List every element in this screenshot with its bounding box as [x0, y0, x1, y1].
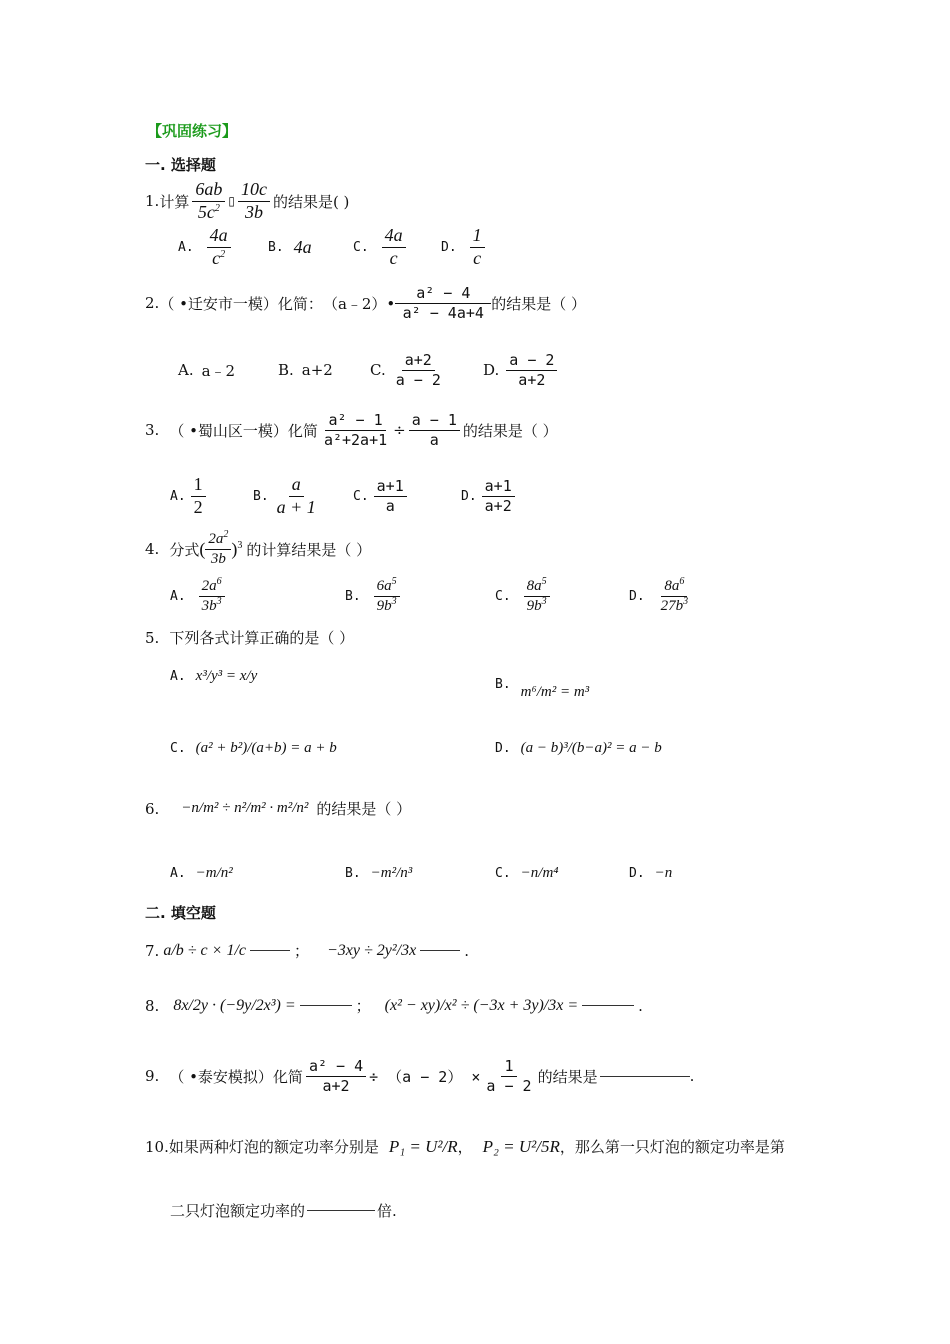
question-3	[145, 412, 558, 448]
question-number: 9.	[145, 1067, 160, 1085]
formula-p1: P₁ = U²/R	[388, 1136, 458, 1156]
option-d[interactable]	[461, 478, 518, 514]
question-7	[145, 940, 469, 961]
question-4	[145, 531, 371, 567]
numerator: a+2	[402, 352, 435, 371]
option-c[interactable]	[353, 226, 441, 269]
fraction	[409, 412, 460, 448]
numerator: a − 2	[506, 352, 557, 371]
question-text-continued: ，那么第一只灯泡的额定功率是第	[559, 1138, 785, 1156]
option-expression: m⁶/m² = m³	[520, 684, 590, 700]
option-expression: (a² + b²)/(a+b) = a + b	[195, 740, 337, 756]
option-d[interactable]	[483, 352, 560, 388]
option-label: C.	[495, 866, 511, 881]
question-suffix: 的结果是（ ）	[462, 421, 558, 440]
option-b[interactable]	[345, 578, 495, 614]
numerator: a	[289, 475, 304, 497]
question-number: 3.	[145, 421, 160, 439]
num-base: 6a	[376, 578, 392, 594]
operator-placeholder-icon: ▯	[228, 194, 235, 209]
option-c[interactable]	[495, 578, 629, 614]
option-a[interactable]	[170, 475, 253, 518]
numerator	[199, 578, 225, 597]
question-number: 10.	[145, 1137, 169, 1156]
fraction	[470, 226, 485, 269]
fraction	[274, 475, 319, 518]
numerator: a+1	[374, 478, 407, 497]
option-expression: x³/y³ = x/y	[195, 668, 258, 684]
q6-options	[170, 865, 672, 882]
question-suffix: 倍.	[377, 1202, 397, 1220]
option-d[interactable]	[629, 578, 694, 614]
question-text: 二只灯泡额定功率的	[170, 1202, 306, 1220]
question-number: 1.	[145, 192, 160, 211]
option-a[interactable]	[170, 668, 257, 685]
numerator: a+1	[482, 478, 515, 497]
denominator: a − 2	[395, 370, 441, 389]
exponent: 5	[391, 576, 397, 587]
numerator: a² − 4	[395, 285, 491, 304]
expression-1: a/b ÷ c × 1/c	[163, 941, 246, 959]
separator: ；	[293, 942, 309, 960]
denominator: c	[473, 247, 482, 268]
exponent: 2	[220, 248, 226, 260]
denominator	[195, 202, 223, 223]
divide-operator: ÷	[393, 421, 406, 439]
option-label: A.	[170, 866, 186, 881]
fraction	[382, 226, 406, 269]
option-label: D.	[495, 741, 511, 756]
formula-p2: P₂ = U²/5R	[482, 1136, 560, 1156]
answer-blank-1[interactable]	[300, 1005, 352, 1006]
option-a[interactable]	[170, 578, 345, 614]
denominator: a	[385, 496, 395, 515]
denominator	[209, 248, 228, 269]
denominator	[374, 597, 400, 615]
paren-close: )$^3$	[231, 538, 243, 559]
question-text: 计算	[159, 192, 190, 211]
question-number: 8.	[145, 996, 160, 1015]
denominator: a	[429, 430, 439, 449]
den-base: 27b	[660, 597, 684, 614]
exponent: 6	[216, 576, 222, 587]
separator: ；	[355, 997, 371, 1015]
denominator	[524, 597, 550, 615]
exponent: 3	[391, 595, 397, 607]
question-9	[145, 1058, 694, 1094]
option-b[interactable]	[253, 475, 353, 518]
numerator: 4a	[207, 226, 231, 248]
answer-blank[interactable]	[307, 1210, 375, 1211]
option-b[interactable]	[278, 361, 370, 379]
question-10	[145, 1136, 785, 1157]
question-suffix: 的结果是（ ）	[491, 294, 587, 313]
denominator: 2	[193, 496, 203, 517]
fraction	[374, 578, 400, 614]
option-label: B.	[495, 677, 511, 692]
denominator: a+2	[322, 1076, 350, 1095]
numerator	[661, 578, 687, 597]
option-expression: −m/n²	[195, 865, 233, 881]
middle-expression: ÷ （a − 2） ×	[369, 1067, 481, 1086]
paren-open: (	[199, 538, 206, 559]
question-text: 分式	[169, 540, 200, 559]
den-base: 9b	[376, 597, 392, 614]
option-d[interactable]	[495, 740, 662, 757]
option-label: D.	[441, 239, 457, 255]
option-label: B.	[345, 588, 361, 604]
section-fill-heading: 二. 填空题	[145, 904, 216, 922]
period: .	[638, 996, 643, 1015]
numerator: 1	[470, 226, 485, 248]
option-value: a+2	[301, 361, 333, 379]
fraction	[398, 285, 488, 321]
q4-options	[170, 578, 694, 614]
question-text: 下列各式计算正确的是（ ）	[169, 629, 355, 647]
question-expression: （a﹣2）•	[322, 294, 396, 313]
q2-options	[178, 352, 560, 388]
denominator	[658, 597, 692, 615]
question-expression: −n/m² ÷ n²/m² · m²/n²	[181, 800, 309, 816]
question-suffix: 的结果是（ ）	[316, 800, 412, 818]
option-label: A.	[170, 488, 186, 504]
denominator: a+2	[484, 496, 512, 515]
denominator: c	[389, 247, 398, 268]
question-6	[145, 798, 411, 819]
option-a[interactable]	[178, 360, 278, 381]
numerator: 1	[501, 1058, 516, 1077]
option-b[interactable]	[268, 237, 353, 258]
fraction	[524, 578, 550, 614]
option-expression: −n/m⁴	[520, 865, 559, 881]
exponent: 5	[541, 576, 547, 587]
option-b[interactable]	[495, 668, 589, 701]
expression-2: (x² − xy)/x² ÷ (−3x + 3y)/3x =	[384, 996, 579, 1014]
exponent: 2	[214, 202, 220, 214]
num-base: 2a	[201, 578, 217, 594]
denominator: 3b	[244, 201, 263, 222]
option-a[interactable]	[178, 226, 268, 269]
option-c[interactable]	[370, 352, 483, 388]
question-suffix: 的计算结果是（ ）	[246, 540, 372, 559]
numerator: a² − 4	[306, 1058, 366, 1077]
numerator: 10c	[238, 180, 270, 202]
question-suffix: 的结果是( )	[272, 192, 350, 211]
option-value: a﹣2	[201, 361, 236, 380]
fraction	[238, 180, 270, 223]
question-number: 5.	[145, 629, 160, 647]
fraction	[482, 478, 515, 514]
expression-2: −3xy ÷ 2y²/3x	[327, 941, 417, 959]
answer-blank-2[interactable]	[420, 950, 460, 951]
den-base: 9b	[526, 597, 542, 614]
option-label: C.	[370, 361, 386, 379]
denominator: a − 2	[486, 1076, 532, 1095]
question-8	[145, 995, 643, 1016]
numerator	[374, 578, 400, 597]
separator: ，	[457, 1138, 473, 1156]
option-d[interactable]	[629, 865, 672, 882]
num-base: 8a	[526, 578, 542, 594]
denominator: a²+2a+1	[323, 430, 388, 449]
exercise-title: 【巩固练习】	[147, 122, 238, 140]
option-label: A.	[178, 361, 194, 379]
question-5	[145, 627, 354, 648]
denominator: a + 1	[276, 496, 316, 517]
den-base: c	[212, 247, 221, 268]
fraction	[205, 531, 231, 567]
exponent: 2	[223, 529, 229, 540]
option-expression: −n	[654, 865, 673, 881]
option-label: D.	[483, 361, 500, 379]
answer-blank-1[interactable]	[250, 950, 290, 951]
option-a[interactable]	[170, 865, 345, 882]
fraction	[483, 1058, 534, 1094]
option-label: A.	[170, 588, 186, 604]
den-base: 3b	[201, 597, 217, 614]
question-2	[145, 285, 586, 321]
fraction	[191, 475, 206, 518]
period: .	[464, 941, 470, 960]
option-value: 4a	[293, 236, 312, 257]
exponent: 3	[683, 595, 689, 607]
question-source: （ •泰安模拟）化简	[169, 1067, 303, 1086]
fraction	[321, 412, 390, 448]
option-label: C.	[353, 488, 369, 504]
exponent: 3	[237, 539, 243, 551]
exponent: 3	[541, 595, 547, 607]
den-base: 5c	[197, 201, 215, 222]
numerator: a − 1	[409, 412, 460, 431]
fraction	[207, 226, 231, 269]
fraction	[374, 478, 407, 514]
option-c[interactable]	[495, 865, 629, 882]
option-label: D.	[629, 588, 645, 604]
section-choice-heading: 一. 选择题	[145, 156, 216, 174]
numerator: 1	[191, 475, 206, 497]
q1-options	[178, 226, 488, 269]
answer-blank[interactable]	[600, 1076, 690, 1077]
numerator: 6ab	[192, 180, 225, 202]
option-label: A.	[170, 669, 186, 684]
option-label: D.	[629, 866, 645, 881]
option-label: D.	[461, 488, 477, 504]
option-label: A.	[178, 239, 194, 255]
exponent: 6	[679, 576, 685, 587]
fraction	[658, 578, 692, 614]
option-label: C.	[495, 588, 511, 604]
question-source: （ •迁安市一模）化简：	[159, 294, 323, 313]
fraction	[506, 352, 557, 388]
question-number: 7.	[145, 941, 160, 960]
option-c[interactable]	[170, 740, 337, 757]
q3-options	[170, 475, 518, 518]
option-expression: −m²/n³	[370, 865, 413, 881]
answer-blank-2[interactable]	[582, 1005, 634, 1006]
option-b[interactable]	[345, 865, 495, 882]
fraction	[393, 352, 444, 388]
fraction	[192, 180, 225, 223]
num-base: 8a	[664, 578, 680, 594]
question-suffix: 的结果是	[537, 1067, 598, 1086]
denominator: a² − 4a+4	[402, 303, 484, 322]
question-number: 2.	[145, 294, 160, 312]
fraction	[199, 578, 225, 614]
option-c[interactable]	[353, 478, 461, 514]
option-label: B.	[278, 361, 294, 379]
denominator	[199, 597, 225, 615]
option-label: C.	[353, 239, 369, 255]
question-1	[145, 180, 349, 223]
option-label: B.	[253, 488, 269, 504]
option-label: B.	[345, 866, 361, 881]
numerator: 4a	[382, 226, 406, 248]
fraction	[306, 1058, 366, 1094]
question-number: 4.	[145, 540, 160, 558]
question-text: 如果两种灯泡的额定功率分别是	[168, 1138, 379, 1156]
option-d[interactable]	[441, 226, 488, 269]
option-label: B.	[268, 239, 284, 255]
numerator: a² − 1	[325, 412, 385, 431]
question-number: 6.	[145, 799, 160, 818]
option-expression: (a − b)³/(b−a)² = a − b	[520, 740, 662, 756]
option-label: C.	[170, 741, 186, 756]
period: .	[689, 1067, 695, 1085]
question-source: （ •蜀山区一模）化简	[169, 421, 318, 440]
exponent: 3	[216, 595, 222, 607]
numerator	[205, 531, 231, 550]
denominator: a+2	[518, 370, 546, 389]
question-10-line-2	[170, 1200, 397, 1221]
denominator: 3b	[210, 550, 226, 567]
expression-1: 8x/2y · (−9y/2x³) =	[173, 996, 296, 1014]
numerator	[524, 578, 550, 597]
num-base: 2a	[208, 531, 224, 547]
